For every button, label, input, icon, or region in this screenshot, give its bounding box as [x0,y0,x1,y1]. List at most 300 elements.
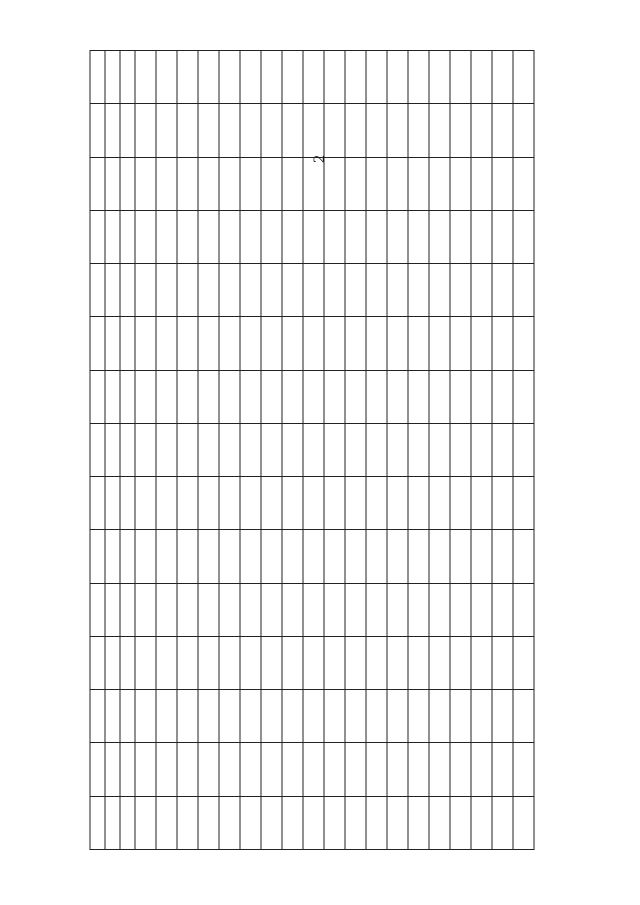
header-cell [105,264,120,317]
table-cell [219,157,240,210]
table-cell [219,423,240,476]
header-cell [120,264,135,317]
table-cell [303,636,324,689]
table-cell [366,157,387,210]
table-cell [261,104,282,157]
header-cell [105,583,120,636]
table-cell [240,210,261,263]
table-cell [492,51,513,104]
table-cell [366,636,387,689]
table-cell [198,796,219,849]
table-row [219,51,240,850]
table-cell [366,210,387,263]
table-row [471,51,492,850]
table-row [345,51,366,850]
table-cell [219,51,240,104]
header-cell [90,157,105,210]
header-cell [90,636,105,689]
table-cell [303,264,324,317]
table-cell [303,690,324,743]
table-cell [471,636,492,689]
table-cell [366,370,387,423]
table-cell [387,477,408,530]
table-cell [135,477,156,530]
table-cell [387,51,408,104]
header-cell [120,104,135,157]
table-cell [513,796,534,849]
table-cell [387,104,408,157]
table-cell [303,157,324,210]
header-cell [105,530,120,583]
header-cell [105,636,120,689]
table-cell [135,51,156,104]
table-cell [429,583,450,636]
table-cell [303,530,324,583]
table-cell [324,157,345,210]
table-cell [240,423,261,476]
header-cell [90,317,105,370]
table-cell [135,370,156,423]
table-cell [177,690,198,743]
table-cell [450,423,471,476]
table-cell [324,104,345,157]
table-cell [261,796,282,849]
table-cell [324,690,345,743]
table-cell [135,743,156,796]
table-cell [198,51,219,104]
table-cell [177,317,198,370]
table-cell [156,370,177,423]
table-cell [450,690,471,743]
table-cell [198,583,219,636]
table-cell [345,264,366,317]
table-row [513,51,534,850]
table-cell [387,530,408,583]
table-cell [156,796,177,849]
table-cell [513,530,534,583]
table-cell [177,583,198,636]
table-cell [261,423,282,476]
table-cell [471,317,492,370]
table-cell [282,743,303,796]
table-cell [135,210,156,263]
table-cell [345,317,366,370]
table-cell [408,743,429,796]
header-cell [105,317,120,370]
table-cell [471,264,492,317]
table-cell [156,477,177,530]
table-cell [219,370,240,423]
table-cell [198,530,219,583]
table-cell [261,51,282,104]
table-cell [408,317,429,370]
table-cell [471,157,492,210]
table-cell [282,583,303,636]
table-cell [240,743,261,796]
table-body [135,51,534,850]
table-cell [345,104,366,157]
table-cell [135,636,156,689]
table-cell [324,210,345,263]
table-cell [408,796,429,849]
table-cell [177,210,198,263]
table-cell [408,690,429,743]
table-cell [303,583,324,636]
header-row [120,51,135,850]
table-cell [135,583,156,636]
table-cell [471,477,492,530]
table-cell [492,743,513,796]
table-cell [513,51,534,104]
table-cell [156,210,177,263]
table-cell [387,423,408,476]
table-cell [387,690,408,743]
table-cell [156,157,177,210]
header-cell [105,690,120,743]
table-cell [492,317,513,370]
table-cell [135,530,156,583]
table-cell [408,583,429,636]
table-cell [492,210,513,263]
table-cell [156,104,177,157]
table-cell [345,423,366,476]
table-row [177,51,198,850]
table-cell [156,636,177,689]
table-cell [219,690,240,743]
table-head [90,51,135,850]
table-cell [450,743,471,796]
header-cell [90,370,105,423]
table-cell [219,104,240,157]
table-cell [345,51,366,104]
table-row [429,51,450,850]
table-cell [135,690,156,743]
table-cell [177,370,198,423]
header-cell [105,104,120,157]
table-cell [324,264,345,317]
table-cell [492,796,513,849]
table-cell [471,743,492,796]
table-cell [135,264,156,317]
table-cell [219,210,240,263]
table-cell [219,636,240,689]
table-cell [282,317,303,370]
table-cell [345,690,366,743]
table-cell [282,51,303,104]
table-cell [156,743,177,796]
table-cell [387,583,408,636]
table-cell [240,796,261,849]
table-cell [219,796,240,849]
table-cell [135,423,156,476]
table-cell [450,157,471,210]
table-cell [156,583,177,636]
header-cell [90,423,105,476]
table-cell [261,370,282,423]
header-cell [105,743,120,796]
table-cell [492,530,513,583]
table-cell [366,796,387,849]
table-cell [240,370,261,423]
budget-table [90,50,535,850]
header-cell [120,530,135,583]
table-cell [198,317,219,370]
table-cell [198,636,219,689]
table-cell [198,690,219,743]
table-cell [303,104,324,157]
table-cell [282,370,303,423]
table-cell [261,210,282,263]
table-cell [156,264,177,317]
table-cell [429,743,450,796]
table-cell [429,690,450,743]
table-cell [156,423,177,476]
table-cell [261,530,282,583]
table-cell [345,210,366,263]
table-cell [366,51,387,104]
table-cell [408,530,429,583]
header-cell [105,477,120,530]
table-cell [471,210,492,263]
table-cell [450,210,471,263]
table-cell [450,583,471,636]
table-cell [429,530,450,583]
table-cell [387,210,408,263]
table-cell [429,636,450,689]
header-cell [120,51,135,104]
header-cell [90,264,105,317]
table-cell [513,317,534,370]
table-cell [177,51,198,104]
header-cell [120,796,135,849]
table-cell [513,690,534,743]
table-cell [261,690,282,743]
table-cell [324,370,345,423]
header-cell [120,743,135,796]
table-cell [513,370,534,423]
table-cell [408,370,429,423]
table-cell [345,157,366,210]
table-cell [450,530,471,583]
table-cell [198,104,219,157]
table-cell [408,636,429,689]
table-cell [219,583,240,636]
table-cell [366,104,387,157]
table-cell [282,477,303,530]
table-cell [429,264,450,317]
table-cell [324,317,345,370]
table-cell [345,743,366,796]
table-cell [198,743,219,796]
table-cell [156,51,177,104]
table-cell [324,423,345,476]
table-cell [135,796,156,849]
table-cell [303,477,324,530]
table-cell [366,690,387,743]
table-cell [471,690,492,743]
header-cell [120,370,135,423]
header-cell [120,583,135,636]
table-row [450,51,471,850]
table-cell [513,157,534,210]
table-cell [513,583,534,636]
table-cell [282,530,303,583]
table-cell [387,636,408,689]
table-cell [219,264,240,317]
table-cell [240,530,261,583]
table-cell [303,423,324,476]
table-cell [408,104,429,157]
table-cell [366,264,387,317]
table-cell [261,477,282,530]
header-cell [90,477,105,530]
table-cell [219,743,240,796]
header-cell [120,210,135,263]
header-cell [105,796,120,849]
table-cell [177,157,198,210]
table-cell [240,477,261,530]
page-number: 2 [311,155,328,163]
table-cell [429,210,450,263]
table-cell [324,477,345,530]
table-cell [177,264,198,317]
table-cell [324,51,345,104]
table-cell [303,210,324,263]
header-cell [105,423,120,476]
table-cell [387,743,408,796]
table-row [198,51,219,850]
table-cell [450,51,471,104]
table-row [135,51,156,850]
table-cell [282,423,303,476]
header-cell [120,636,135,689]
header-cell [105,210,120,263]
table-cell [282,690,303,743]
table-cell [513,104,534,157]
table-cell [156,530,177,583]
header-cell [105,157,120,210]
table-cell [345,583,366,636]
table-cell [387,370,408,423]
table-cell [429,423,450,476]
table-cell [492,477,513,530]
table-row [240,51,261,850]
header-cell [90,743,105,796]
table-cell [282,264,303,317]
table-cell [303,743,324,796]
table-cell [471,51,492,104]
table-cell [471,530,492,583]
table-cell [366,743,387,796]
table-cell [429,157,450,210]
table-cell [156,690,177,743]
header-row [90,51,105,850]
table-cell [366,477,387,530]
table-cell [345,477,366,530]
header-cell [90,104,105,157]
table-cell [156,317,177,370]
table-cell [303,51,324,104]
table-cell [492,636,513,689]
table-row [156,51,177,850]
table-cell [345,636,366,689]
table-cell [408,157,429,210]
table-cell [219,317,240,370]
table-cell [198,264,219,317]
header-cell [90,690,105,743]
table-cell [345,796,366,849]
table-row [303,51,324,850]
table-cell [261,264,282,317]
table-cell [450,264,471,317]
table-cell [219,530,240,583]
table-cell [240,583,261,636]
table-cell [429,796,450,849]
table-cell [324,796,345,849]
table-cell [513,743,534,796]
table-cell [471,796,492,849]
table-cell [345,370,366,423]
table-cell [282,104,303,157]
table-cell [513,477,534,530]
rotated-table [90,50,535,850]
table-cell [429,477,450,530]
table-cell [261,317,282,370]
table-cell [450,796,471,849]
table-cell [261,743,282,796]
table-cell [492,370,513,423]
table-cell [324,583,345,636]
table-cell [513,636,534,689]
table-cell [450,370,471,423]
table-cell [261,157,282,210]
table-cell [135,157,156,210]
table-cell [198,157,219,210]
table-cell [387,264,408,317]
table-cell [135,104,156,157]
table-cell [492,583,513,636]
table-cell [198,477,219,530]
table-cell [366,583,387,636]
table-cell [198,210,219,263]
table-row [366,51,387,850]
table-row [324,51,345,850]
table-cell [366,317,387,370]
table-cell [408,264,429,317]
header-cell [90,210,105,263]
header-cell [120,317,135,370]
table-cell [429,317,450,370]
table-cell [198,423,219,476]
table-cell [324,530,345,583]
table-cell [408,51,429,104]
header-cell [120,423,135,476]
table-cell [513,264,534,317]
table-cell [177,796,198,849]
table-cell [450,317,471,370]
table-cell [240,690,261,743]
table-cell [261,636,282,689]
table-cell [303,370,324,423]
table-row [408,51,429,850]
table-row [282,51,303,850]
table-cell [240,636,261,689]
table-cell [324,743,345,796]
header-cell [120,690,135,743]
table-cell [429,370,450,423]
table-cell [492,423,513,476]
header-cell [120,477,135,530]
